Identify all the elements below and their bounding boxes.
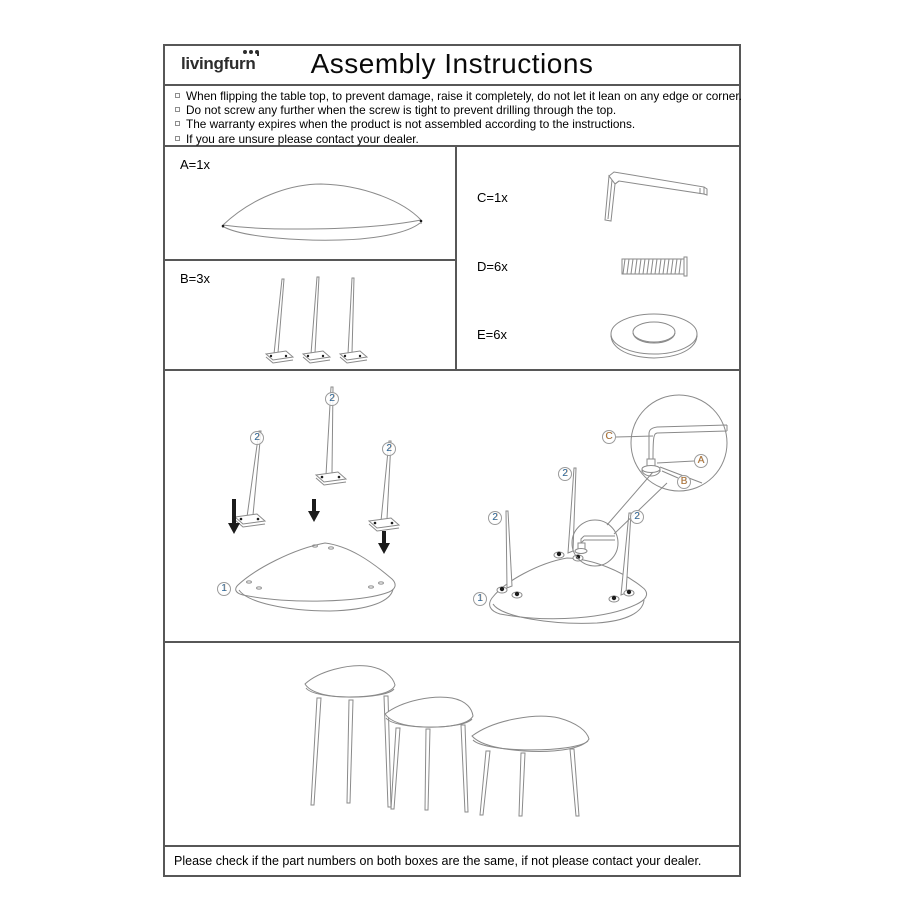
callout-tabletop: 1 [217, 582, 231, 596]
page-title: Assembly Instructions [310, 48, 594, 79]
warning-item [173, 117, 733, 131]
parts-right-column [457, 147, 739, 369]
warning-text: Do not screw any further when the screw is tight to prevent drilling through the top. [186, 103, 617, 118]
part-a-box [165, 147, 455, 261]
bullet-square-icon [175, 121, 180, 126]
instruction-sheet [163, 44, 741, 877]
part-a-label: A=1x [180, 157, 210, 172]
warning-item [173, 103, 733, 117]
down-arrow-icon [378, 531, 390, 554]
footer-note-box [165, 847, 739, 875]
nesting-tables-drawing [165, 643, 739, 845]
part-e-label: E=6x [477, 327, 507, 342]
assembly-section [165, 371, 739, 643]
callout-leg: 2 [630, 510, 644, 524]
legs-placement-drawing [165, 371, 457, 643]
callout-screw: A [694, 454, 708, 468]
assembly-fastening-diagram [457, 371, 739, 643]
down-arrow-icon [308, 499, 320, 522]
warning-text: If you are unsure please contact your dealer. [186, 131, 419, 146]
warning-item [173, 89, 742, 103]
bullet-square-icon [175, 107, 180, 112]
callout-washer: B [677, 475, 691, 489]
assembly-step-diagram [165, 371, 457, 643]
brand-logo-text: livingfurn [181, 54, 256, 73]
fastening-drawing [457, 371, 739, 643]
hardware-drawings [457, 147, 739, 371]
washer-drawing [611, 314, 697, 358]
callout-leg: 2 [382, 442, 396, 456]
bullet-square-icon [175, 93, 180, 98]
finished-product-section [165, 643, 739, 847]
warning-text: The warranty expires when the product is not assembled according to the instructions. [186, 117, 636, 132]
footer-note: Please check if the part numbers on both boxes are the same, if not please contact your dealer. [174, 854, 702, 868]
callout-leg: 2 [250, 431, 264, 445]
callout-leg: 2 [488, 511, 502, 525]
header [165, 46, 739, 86]
part-b-box [165, 261, 455, 369]
warning-text: When flipping the table top, to prevent damage, raise it completely, do not let it lean on any edge or corner. [186, 89, 742, 103]
part-d-label: D=6x [477, 259, 508, 274]
callout-leg: 2 [558, 467, 572, 481]
screw-drawing [622, 257, 687, 276]
warning-item [173, 132, 733, 146]
bullet-square-icon [175, 136, 180, 141]
parts-left-column [165, 147, 457, 369]
callout-leg: 2 [325, 392, 339, 406]
parts-section [165, 147, 739, 371]
part-b-label: B=3x [180, 271, 210, 286]
part-c-label: C=1x [477, 190, 508, 205]
warnings-box [165, 86, 742, 147]
tabletop-side-drawing [165, 147, 455, 259]
callout-tabletop: 1 [473, 592, 487, 606]
allen-key-drawing [605, 172, 707, 221]
legs-drawing [165, 261, 455, 369]
callout-allen-key: C [602, 430, 616, 444]
